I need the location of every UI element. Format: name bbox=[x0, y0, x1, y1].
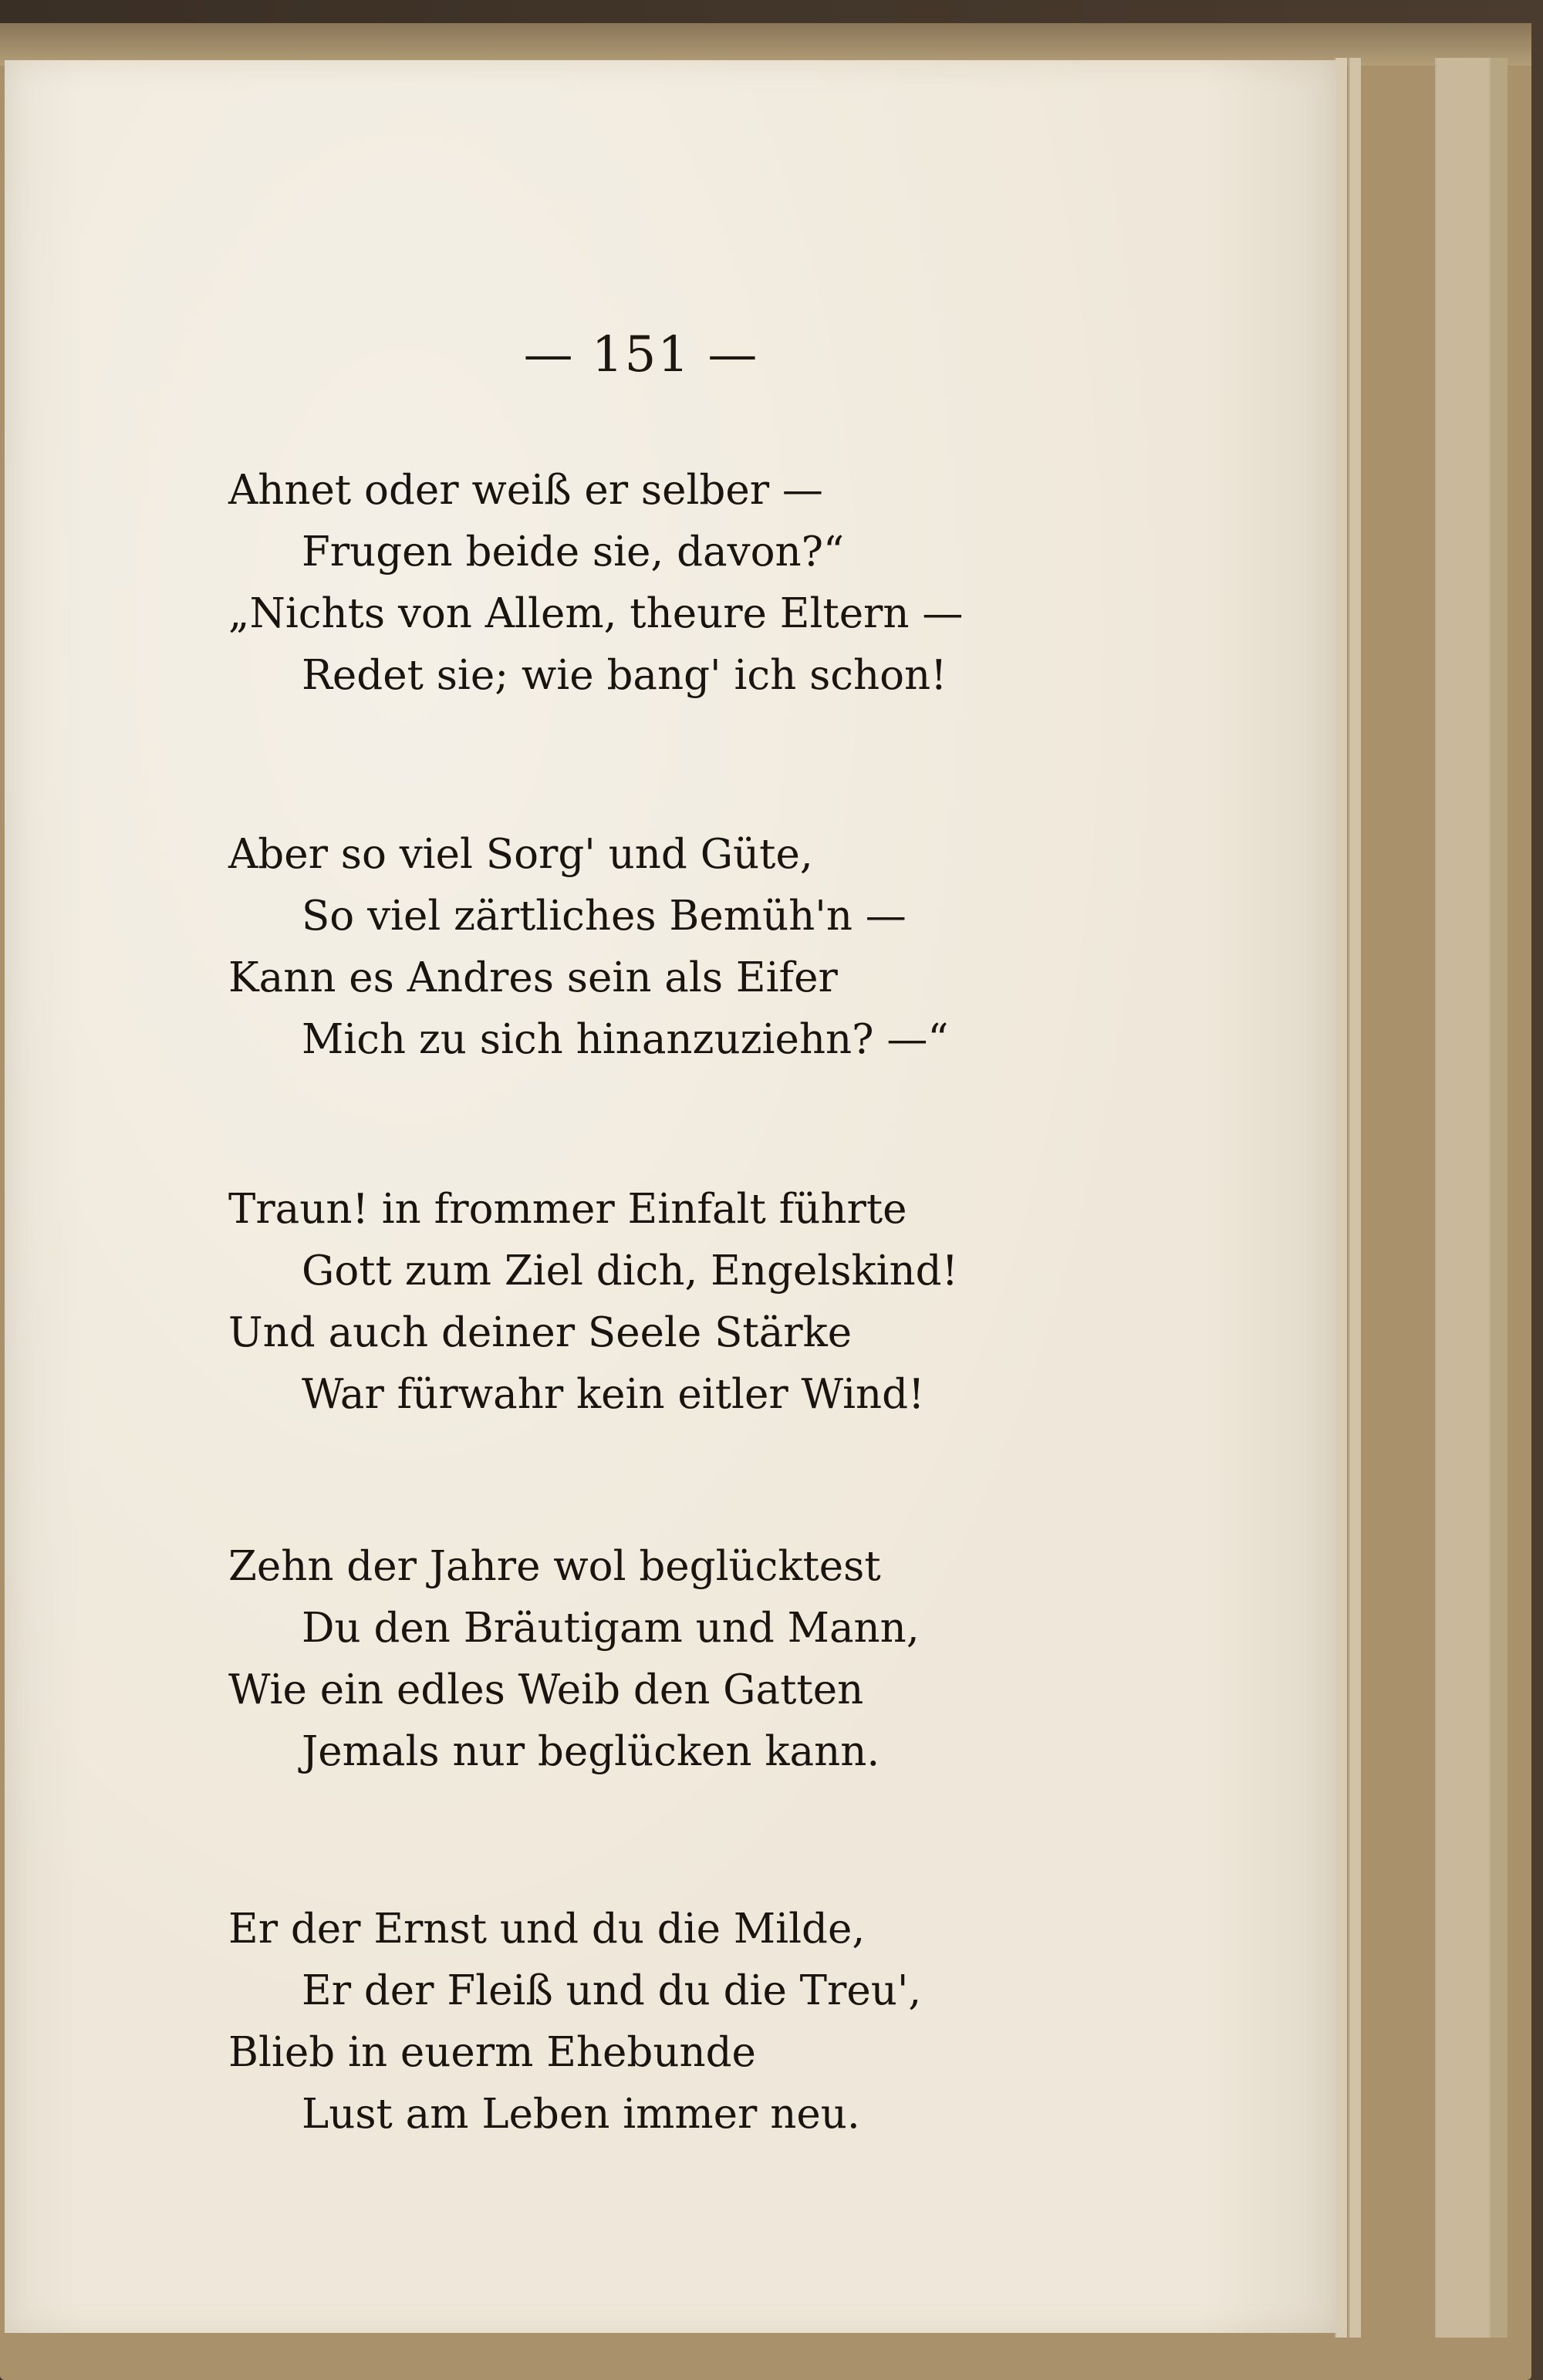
verse-line: Wie ein edles Weib den Gatten bbox=[228, 1666, 864, 1713]
page-edge bbox=[1435, 58, 1491, 2338]
verse-line: Und auch deiner Seele Stärke bbox=[228, 1309, 853, 1356]
verse-line: Traun! in frommer Einfalt führte bbox=[228, 1186, 907, 1233]
verse-line: So viel zärtliches Bemüh'n — bbox=[302, 893, 907, 940]
verse-line: „Nichts von Allem, theure Eltern — bbox=[228, 590, 964, 637]
verse-line: Frugen beide sie, davon?“ bbox=[302, 528, 845, 576]
verse-line: Jemals nur beglücken kann. bbox=[302, 1728, 880, 1775]
verse-line: Blieb in euerm Ehebunde bbox=[228, 2029, 756, 2076]
page-number: — 151 — bbox=[523, 326, 759, 383]
verse-line: Aber so viel Sorg' und Güte, bbox=[228, 831, 813, 878]
verse-line: Lust am Leben immer neu. bbox=[302, 2091, 860, 2138]
verse-line: Redet sie; wie bang' ich schon! bbox=[302, 652, 947, 699]
verse-line: Ahnet oder weiß er selber — bbox=[228, 467, 823, 514]
stanza-2 bbox=[228, 824, 1231, 1071]
verse-line: Mich zu sich hinanzuziehn? —“ bbox=[302, 1016, 949, 1063]
book-page bbox=[5, 60, 1336, 2333]
stanza-4 bbox=[228, 1536, 1231, 1783]
verse-line: Er der Fleiß und du die Treu', bbox=[302, 1967, 922, 2014]
verse-line: War fürwahr kein eitler Wind! bbox=[302, 1371, 925, 1418]
page-edge bbox=[1349, 58, 1361, 2338]
verse-line: Kann es Andres sein als Eifer bbox=[228, 954, 838, 1001]
page-edge bbox=[1489, 58, 1508, 2338]
book-top-edge bbox=[0, 23, 1531, 66]
verse-line: Zehn der Jahre wol beglücktest bbox=[228, 1543, 881, 1590]
verse-line: Er der Ernst und du die Milde, bbox=[228, 1906, 866, 1953]
verse-line: Du den Bräutigam und Mann, bbox=[302, 1605, 920, 1652]
stanza-5 bbox=[228, 1899, 1231, 2145]
verse-line: Gott zum Ziel dich, Engelskind! bbox=[302, 1247, 958, 1295]
stanza-1 bbox=[228, 460, 1231, 707]
stanza-3 bbox=[228, 1179, 1231, 1426]
page-edge bbox=[1335, 58, 1347, 2338]
